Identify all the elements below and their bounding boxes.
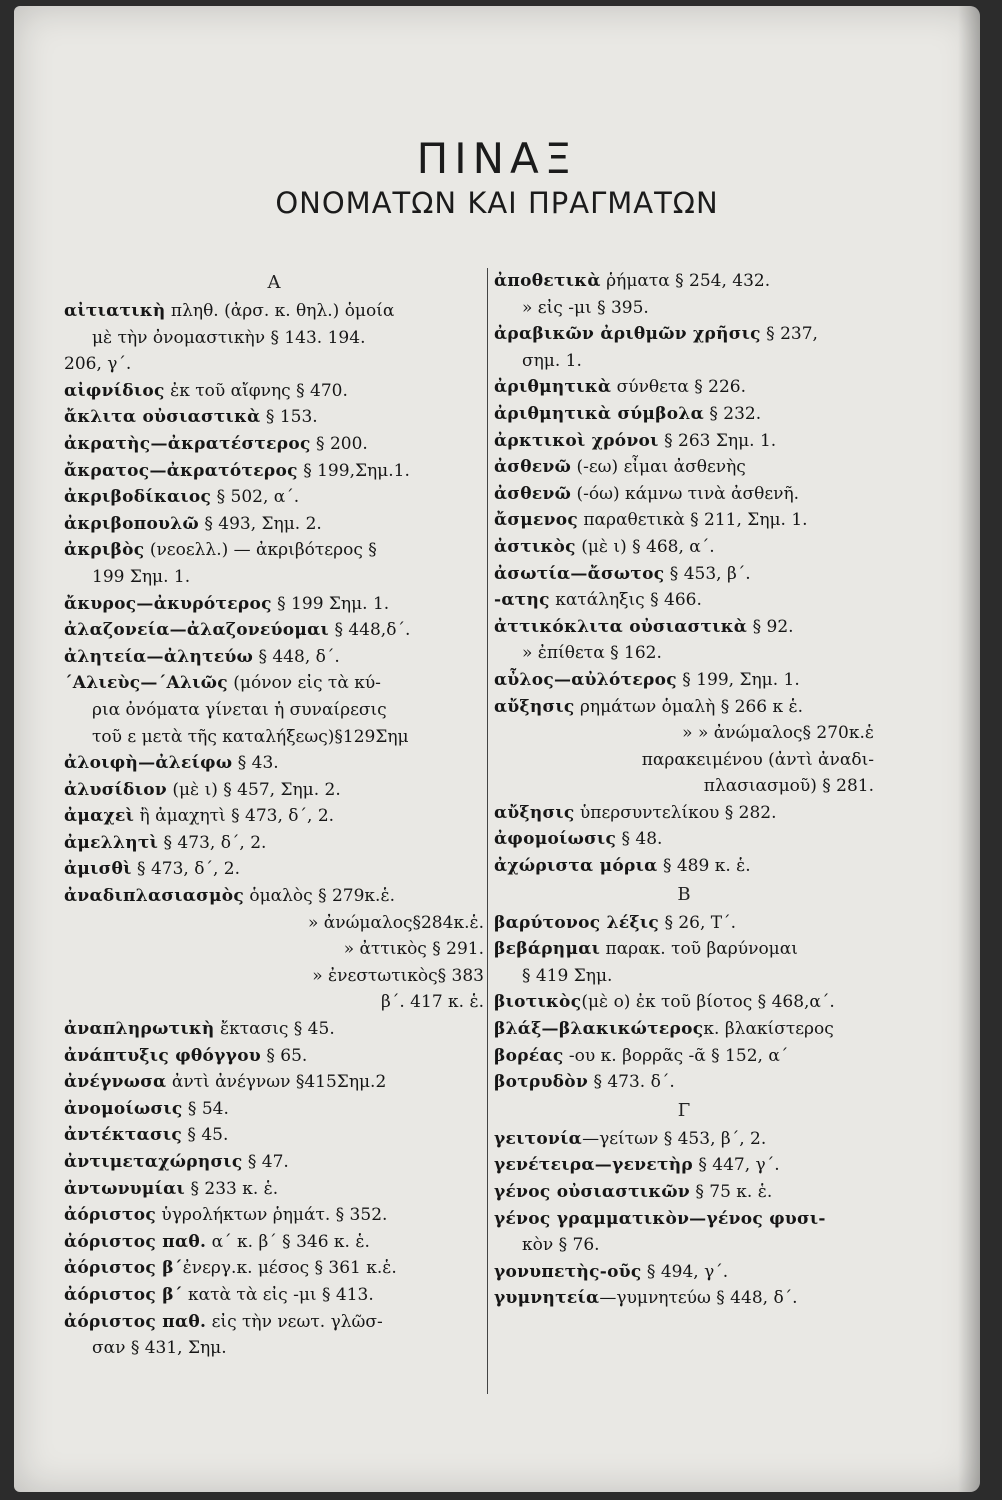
entry-headword: ἀόριστος παθ. bbox=[64, 1311, 207, 1332]
entry-reference: -ου κ. βορρᾶς -ᾶ § 152, α΄ bbox=[563, 1045, 789, 1066]
entry-headword: γειτονία bbox=[494, 1128, 583, 1149]
entry-reference: § 233 κ. ἑ. bbox=[185, 1178, 279, 1199]
index-entry bbox=[64, 1016, 484, 1043]
entry-reference: § 473. δ΄. bbox=[588, 1072, 675, 1093]
entry-headword: ἀρκτικοὶ χρόνοι bbox=[494, 430, 659, 451]
index-entry bbox=[64, 1176, 484, 1203]
section-letter: Γ bbox=[677, 1099, 691, 1121]
entry-reference: —γείτων § 453, β΄, 2. bbox=[582, 1128, 767, 1149]
entry-reference: § 237, bbox=[760, 324, 818, 345]
entry-headword: ἀντιμεταχώρησις bbox=[64, 1152, 243, 1172]
entry-continuation: παρακειμένου (ἀντὶ ἀναδι- bbox=[641, 749, 874, 770]
entry-reference: § 232. bbox=[703, 403, 762, 424]
index-entry bbox=[64, 1122, 484, 1149]
entry-reference: ῥήματα § 254, 432. bbox=[600, 271, 771, 291]
entry-headword: ἀχώριστα μόρια bbox=[494, 856, 658, 877]
index-subtitle: ΟΝΟΜΑΤΩΝ ΚΑΙ ΠΡΑΓΜΑΤΩΝ bbox=[275, 186, 719, 220]
entry-headword: -ατης bbox=[494, 590, 550, 611]
left-column bbox=[64, 268, 484, 1362]
entry-headword: ἀλητεία—ἀλητεύω bbox=[64, 646, 254, 667]
index-entry bbox=[494, 1043, 874, 1070]
entry-reference: κατὰ τὰ εἰς -μι § 413. bbox=[182, 1284, 374, 1305]
index-entry bbox=[64, 803, 484, 830]
entry-headword: ἀντωνυμίαι bbox=[64, 1178, 186, 1199]
index-entry bbox=[494, 321, 874, 348]
entry-headword: βορέας bbox=[494, 1045, 564, 1066]
entry-headword: ἀσωτία—ἄσωτος bbox=[494, 563, 665, 584]
index-entry bbox=[64, 1202, 484, 1229]
entry-headword: ἀλυσίδιον bbox=[64, 779, 167, 800]
index-entry bbox=[64, 750, 484, 777]
index-entry bbox=[64, 617, 484, 644]
entry-headword: βεβάρημαι bbox=[494, 939, 601, 960]
page-edge-shadow bbox=[958, 6, 980, 1492]
index-entry bbox=[64, 484, 484, 511]
entry-reference: ὑγρολήκτων ῥημάτ. § 352. bbox=[156, 1205, 388, 1226]
entry-reference: ἐνεργ.κ. μέσος § 361 κ.ἑ. bbox=[182, 1258, 397, 1279]
entry-headword: ἀριθμητικὰ σύμβολα bbox=[494, 403, 704, 424]
entry-continuation: μὲ τὴν ὀνομαστικὴν § 143. 194. bbox=[92, 327, 366, 348]
index-entry bbox=[64, 537, 484, 564]
index-entry bbox=[494, 1285, 874, 1312]
entry-reference: ἔκτασις § 45. bbox=[214, 1019, 335, 1040]
entry-headword: ἀναπληρωτικὴ bbox=[64, 1019, 215, 1040]
entry-reference: (-εω) εἶμαι ἀσθενὴς bbox=[571, 457, 746, 478]
entry-headword: βιοτικὸς bbox=[494, 992, 582, 1013]
entry-reference: παρακ. τοῦ βαρύνομαι bbox=[600, 939, 798, 960]
entry-headword: βοτρυδὸν bbox=[494, 1072, 589, 1093]
entry-continuation: » ἀττικὸς § 291. bbox=[343, 939, 484, 960]
entry-headword: ἀφομοίωσις bbox=[494, 829, 617, 850]
index-entry bbox=[494, 1152, 874, 1179]
entry-reference: § 75 κ. ἑ. bbox=[689, 1182, 773, 1202]
index-entry bbox=[64, 856, 484, 883]
index-entry bbox=[64, 1282, 484, 1309]
entry-reference: (-όω) κάμνω τινὰ ἀσθενῆ. bbox=[571, 483, 800, 504]
index-entry bbox=[64, 1149, 484, 1176]
index-entry bbox=[494, 587, 874, 614]
index-entry bbox=[64, 511, 484, 538]
section-letter: Α bbox=[267, 272, 281, 293]
index-entry bbox=[64, 777, 484, 804]
entry-reference: § 65. bbox=[260, 1045, 308, 1066]
entry-continuation: σημ. 1. bbox=[522, 350, 582, 371]
entry-headword: ἀστικὸς bbox=[494, 536, 576, 557]
entry-reference: § 263 Σημ. 1. bbox=[658, 430, 777, 451]
entry-headword: αὖλος—αὐλότερος bbox=[494, 669, 677, 690]
entry-reference: ὑπερσυντελίκου § 282. bbox=[574, 802, 777, 823]
entry-reference: § 92. bbox=[747, 616, 794, 637]
entry-reference: § 447, γ΄. bbox=[692, 1155, 780, 1176]
entry-headword: ἀνάπτυξις φθόγγου bbox=[64, 1045, 261, 1066]
entry-reference: § 48. bbox=[616, 829, 663, 850]
index-entry bbox=[64, 1069, 484, 1096]
entry-headword: ἀμισθὶ bbox=[64, 859, 132, 880]
index-entry bbox=[494, 268, 874, 295]
entry-reference: § 448,δ΄. bbox=[329, 620, 411, 641]
index-entry bbox=[64, 644, 484, 671]
index-entry bbox=[494, 614, 874, 641]
entry-headword: ἀνομοίωσις bbox=[64, 1098, 183, 1119]
index-entry bbox=[494, 1179, 874, 1206]
index-entry bbox=[494, 1069, 874, 1096]
entry-reference: κ. βλακίστερος bbox=[703, 1019, 834, 1040]
entry-headword: ἀλαζονεία—ἀλαζονεύομαι bbox=[64, 620, 330, 641]
entry-headword: ἀόριστος β΄ bbox=[64, 1258, 183, 1279]
entry-reference: εἰς τὴν νεωτ. γλῶσ- bbox=[206, 1311, 383, 1332]
entry-reference: § 199 Σημ. 1. bbox=[271, 593, 390, 614]
entry-headword: ἀόριστος β΄ bbox=[64, 1284, 183, 1305]
entry-reference: ἢ ἀμαχητὶ § 473, δ΄, 2. bbox=[134, 806, 335, 827]
entry-headword: ΄Αλιεὺς—΄Αλιῶς bbox=[64, 673, 228, 694]
index-entry bbox=[494, 1206, 874, 1233]
entry-reference: κατάληξις § 466. bbox=[549, 590, 702, 611]
entry-headword: ἀόριστος παθ. bbox=[64, 1231, 207, 1252]
entry-reference: § 473, δ΄, 2. bbox=[131, 859, 240, 880]
index-entry bbox=[64, 1043, 484, 1070]
entry-continuation: » εἰς -μι § 395. bbox=[522, 297, 649, 318]
index-entry bbox=[494, 989, 874, 1016]
entry-reference: § 43. bbox=[232, 753, 279, 774]
entry-reference: § 26, Τ΄. bbox=[659, 912, 737, 933]
index-title: ΠΙΝΑΞ bbox=[416, 134, 578, 183]
entry-headword: ἀσθενῶ bbox=[494, 457, 572, 478]
index-entry bbox=[64, 378, 484, 405]
entry-reference: § 448, δ΄. bbox=[253, 646, 340, 667]
book-page bbox=[14, 6, 980, 1492]
entry-headword: ἀκριβὸς bbox=[64, 540, 145, 561]
entry-reference: § 493, Σημ. 2. bbox=[198, 513, 322, 534]
entry-reference: ἐκ τοῦ αἴφνης § 470. bbox=[164, 380, 348, 401]
entry-headword: ἀνέγνωσα bbox=[64, 1072, 167, 1093]
entry-headword: ἄκρατος—ἀκρατότερος bbox=[64, 460, 298, 481]
entry-headword: γένος οὐσιαστικῶν bbox=[494, 1182, 690, 1202]
entry-continuation: κὸν § 76. bbox=[522, 1235, 600, 1256]
entry-headword: γυμνητεία bbox=[494, 1288, 600, 1309]
entry-headword: ἀμαχεὶ bbox=[64, 806, 135, 827]
entry-continuation: § 419 Σημ. bbox=[522, 965, 613, 986]
entry-reference: (μὲ ο) ἐκ τοῦ βίοτος § 468,α΄. bbox=[581, 992, 835, 1013]
entry-reference: § 502, α΄. bbox=[211, 487, 300, 508]
entry-reference: § 199,Σημ.1. bbox=[297, 460, 410, 481]
index-entry bbox=[494, 910, 874, 937]
entry-headword: γενέτειρα—γενετὴρ bbox=[494, 1155, 693, 1176]
entry-headword: γονυπετὴς-οῦς bbox=[494, 1261, 642, 1282]
entry-headword: αὔξησις bbox=[494, 696, 575, 717]
index-entry bbox=[494, 534, 874, 561]
right-column bbox=[494, 268, 874, 1312]
section-letter: Β bbox=[677, 883, 691, 905]
index-entry bbox=[494, 1126, 874, 1153]
entry-reference: ὁμαλὸς § 279κ.ἑ. bbox=[243, 886, 395, 907]
index-entry bbox=[494, 374, 874, 401]
index-entry bbox=[64, 1229, 484, 1256]
entry-headword: ἄσμενος bbox=[494, 510, 578, 531]
column-divider bbox=[487, 268, 488, 1394]
entry-headword: γένος γραμματικὸν—γένος φυσι- bbox=[494, 1208, 826, 1229]
entry-reference: (μὲ ι) § 457, Σημ. 2. bbox=[166, 779, 341, 800]
entry-continuation: πλασιασμοῦ) § 281. bbox=[703, 776, 874, 797]
entry-reference: α΄ κ. β΄ § 346 κ. ἑ. bbox=[206, 1231, 370, 1252]
entry-reference: § 200. bbox=[310, 433, 368, 454]
index-entry bbox=[494, 667, 874, 694]
entry-headword: ἄκλιτα οὐσιαστικὰ bbox=[64, 407, 261, 428]
entry-headword: ἀραβικῶν ἀριθμῶν χρῆσις bbox=[494, 324, 761, 345]
entry-reference: —γυμνητεύω § 448, δ΄. bbox=[599, 1288, 798, 1309]
entry-headword: ἀλοιφὴ—ἀλείφω bbox=[64, 753, 233, 774]
entry-headword: ἀμελλητὶ bbox=[64, 832, 159, 853]
entry-headword: βαρύτονος λέξις bbox=[494, 912, 660, 933]
entry-headword: ἀκριβοδίκαιος bbox=[64, 487, 212, 508]
entry-reference: παραθετικὰ § 211, Σημ. 1. bbox=[577, 510, 808, 531]
index-entry bbox=[494, 800, 874, 827]
index-entry bbox=[494, 428, 874, 455]
entry-headword: ἀριθμητικὰ bbox=[494, 377, 612, 398]
index-entry bbox=[64, 458, 484, 485]
entry-headword: αὔξησις bbox=[494, 802, 575, 823]
entry-reference: § 453, β΄. bbox=[664, 563, 751, 584]
index-entry bbox=[64, 591, 484, 618]
index-entry bbox=[64, 431, 484, 458]
index-entry bbox=[64, 1096, 484, 1123]
entry-continuation: 206, γ΄. bbox=[64, 354, 132, 375]
entry-reference: § 45. bbox=[182, 1125, 229, 1146]
entry-headword: ἀκρατὴς—ἀκρατέστερος bbox=[64, 433, 311, 454]
entry-reference: § 47. bbox=[242, 1152, 289, 1172]
index-entry bbox=[494, 401, 874, 428]
index-entry bbox=[64, 404, 484, 431]
entry-reference: ἀντὶ ἀνέγνων §415Σημ.2 bbox=[166, 1072, 387, 1093]
entry-continuation: σαν § 431, Σημ. bbox=[92, 1338, 227, 1359]
entry-headword: ἀσθενῶ bbox=[494, 483, 572, 504]
entry-headword: ἀκριβοπουλῶ bbox=[64, 513, 199, 534]
entry-reference: § 199, Σημ. 1. bbox=[676, 669, 800, 690]
entry-headword: ἄκυρος—ἀκυρότερος bbox=[64, 593, 272, 614]
entry-headword: αἰφνίδιος bbox=[64, 380, 165, 401]
entry-continuation: » » ἀνώμαλος§ 270κ.ἑ bbox=[682, 723, 874, 744]
index-entry bbox=[494, 694, 874, 721]
entry-reference: § 54. bbox=[182, 1098, 229, 1119]
entry-reference: πληθ. (ἀρσ. κ. θηλ.) ὁμοία bbox=[165, 301, 395, 321]
entry-continuation: » ἀνώμαλος§284κ.ἑ. bbox=[307, 912, 484, 933]
entry-continuation: β΄. 417 κ. ἑ. bbox=[381, 992, 484, 1013]
entry-headword: ἀόριστος bbox=[64, 1205, 157, 1226]
index-entry bbox=[494, 853, 874, 880]
index-entry bbox=[64, 883, 484, 910]
entry-continuation: » ἐπίθετα § 162. bbox=[522, 643, 662, 664]
index-entry bbox=[494, 826, 874, 853]
entry-headword: ἀναδιπλασιασμὸς bbox=[64, 886, 244, 907]
entry-continuation: » ἐνεστωτικὸς§ 383 bbox=[312, 965, 484, 986]
index-entry bbox=[64, 1255, 484, 1282]
entry-headword: ἀττικόκλιτα οὐσιαστικὰ bbox=[494, 616, 748, 637]
index-entry bbox=[494, 454, 874, 481]
entry-reference: (μόνον εἰς τὰ κύ- bbox=[227, 673, 381, 694]
entry-continuation: τοῦ ε μετὰ τῆς καταλήξεως)§129Σημ bbox=[92, 726, 409, 747]
entry-reference: § 494, γ΄. bbox=[641, 1261, 729, 1282]
entry-continuation: 199 Σημ. 1. bbox=[92, 566, 191, 587]
index-entry bbox=[494, 561, 874, 588]
entry-headword: βλάξ—βλακικώτερος bbox=[494, 1019, 704, 1040]
index-entry bbox=[64, 298, 484, 325]
entry-reference: σύνθετα § 226. bbox=[611, 377, 747, 398]
entry-reference: § 153. bbox=[260, 407, 318, 428]
entry-headword: ἀποθετικὰ bbox=[494, 271, 601, 291]
entry-reference: (μὲ ι) § 468, α΄. bbox=[575, 536, 715, 557]
index-entry bbox=[494, 507, 874, 534]
entry-reference: (νεοελλ.) — ἀκριβότερος § bbox=[144, 540, 377, 561]
index-entry bbox=[494, 1259, 874, 1286]
entry-reference: § 489 κ. ἑ. bbox=[657, 856, 751, 877]
index-entry bbox=[494, 1016, 874, 1043]
index-entry bbox=[64, 830, 484, 857]
index-entry bbox=[64, 670, 484, 697]
entry-reference: § 473, δ΄, 2. bbox=[158, 832, 267, 853]
index-entry bbox=[494, 481, 874, 508]
entry-reference: ρημάτων ὁμαλὴ § 266 κ ἑ. bbox=[574, 696, 804, 717]
index-entry bbox=[494, 936, 874, 963]
entry-headword: ἀντέκτασις bbox=[64, 1125, 183, 1146]
entry-continuation: ρια ὀνόματα γίνεται ἡ συναίρεσις bbox=[92, 699, 387, 720]
entry-headword: αἰτιατικὴ bbox=[64, 301, 166, 321]
index-entry bbox=[64, 1309, 484, 1336]
